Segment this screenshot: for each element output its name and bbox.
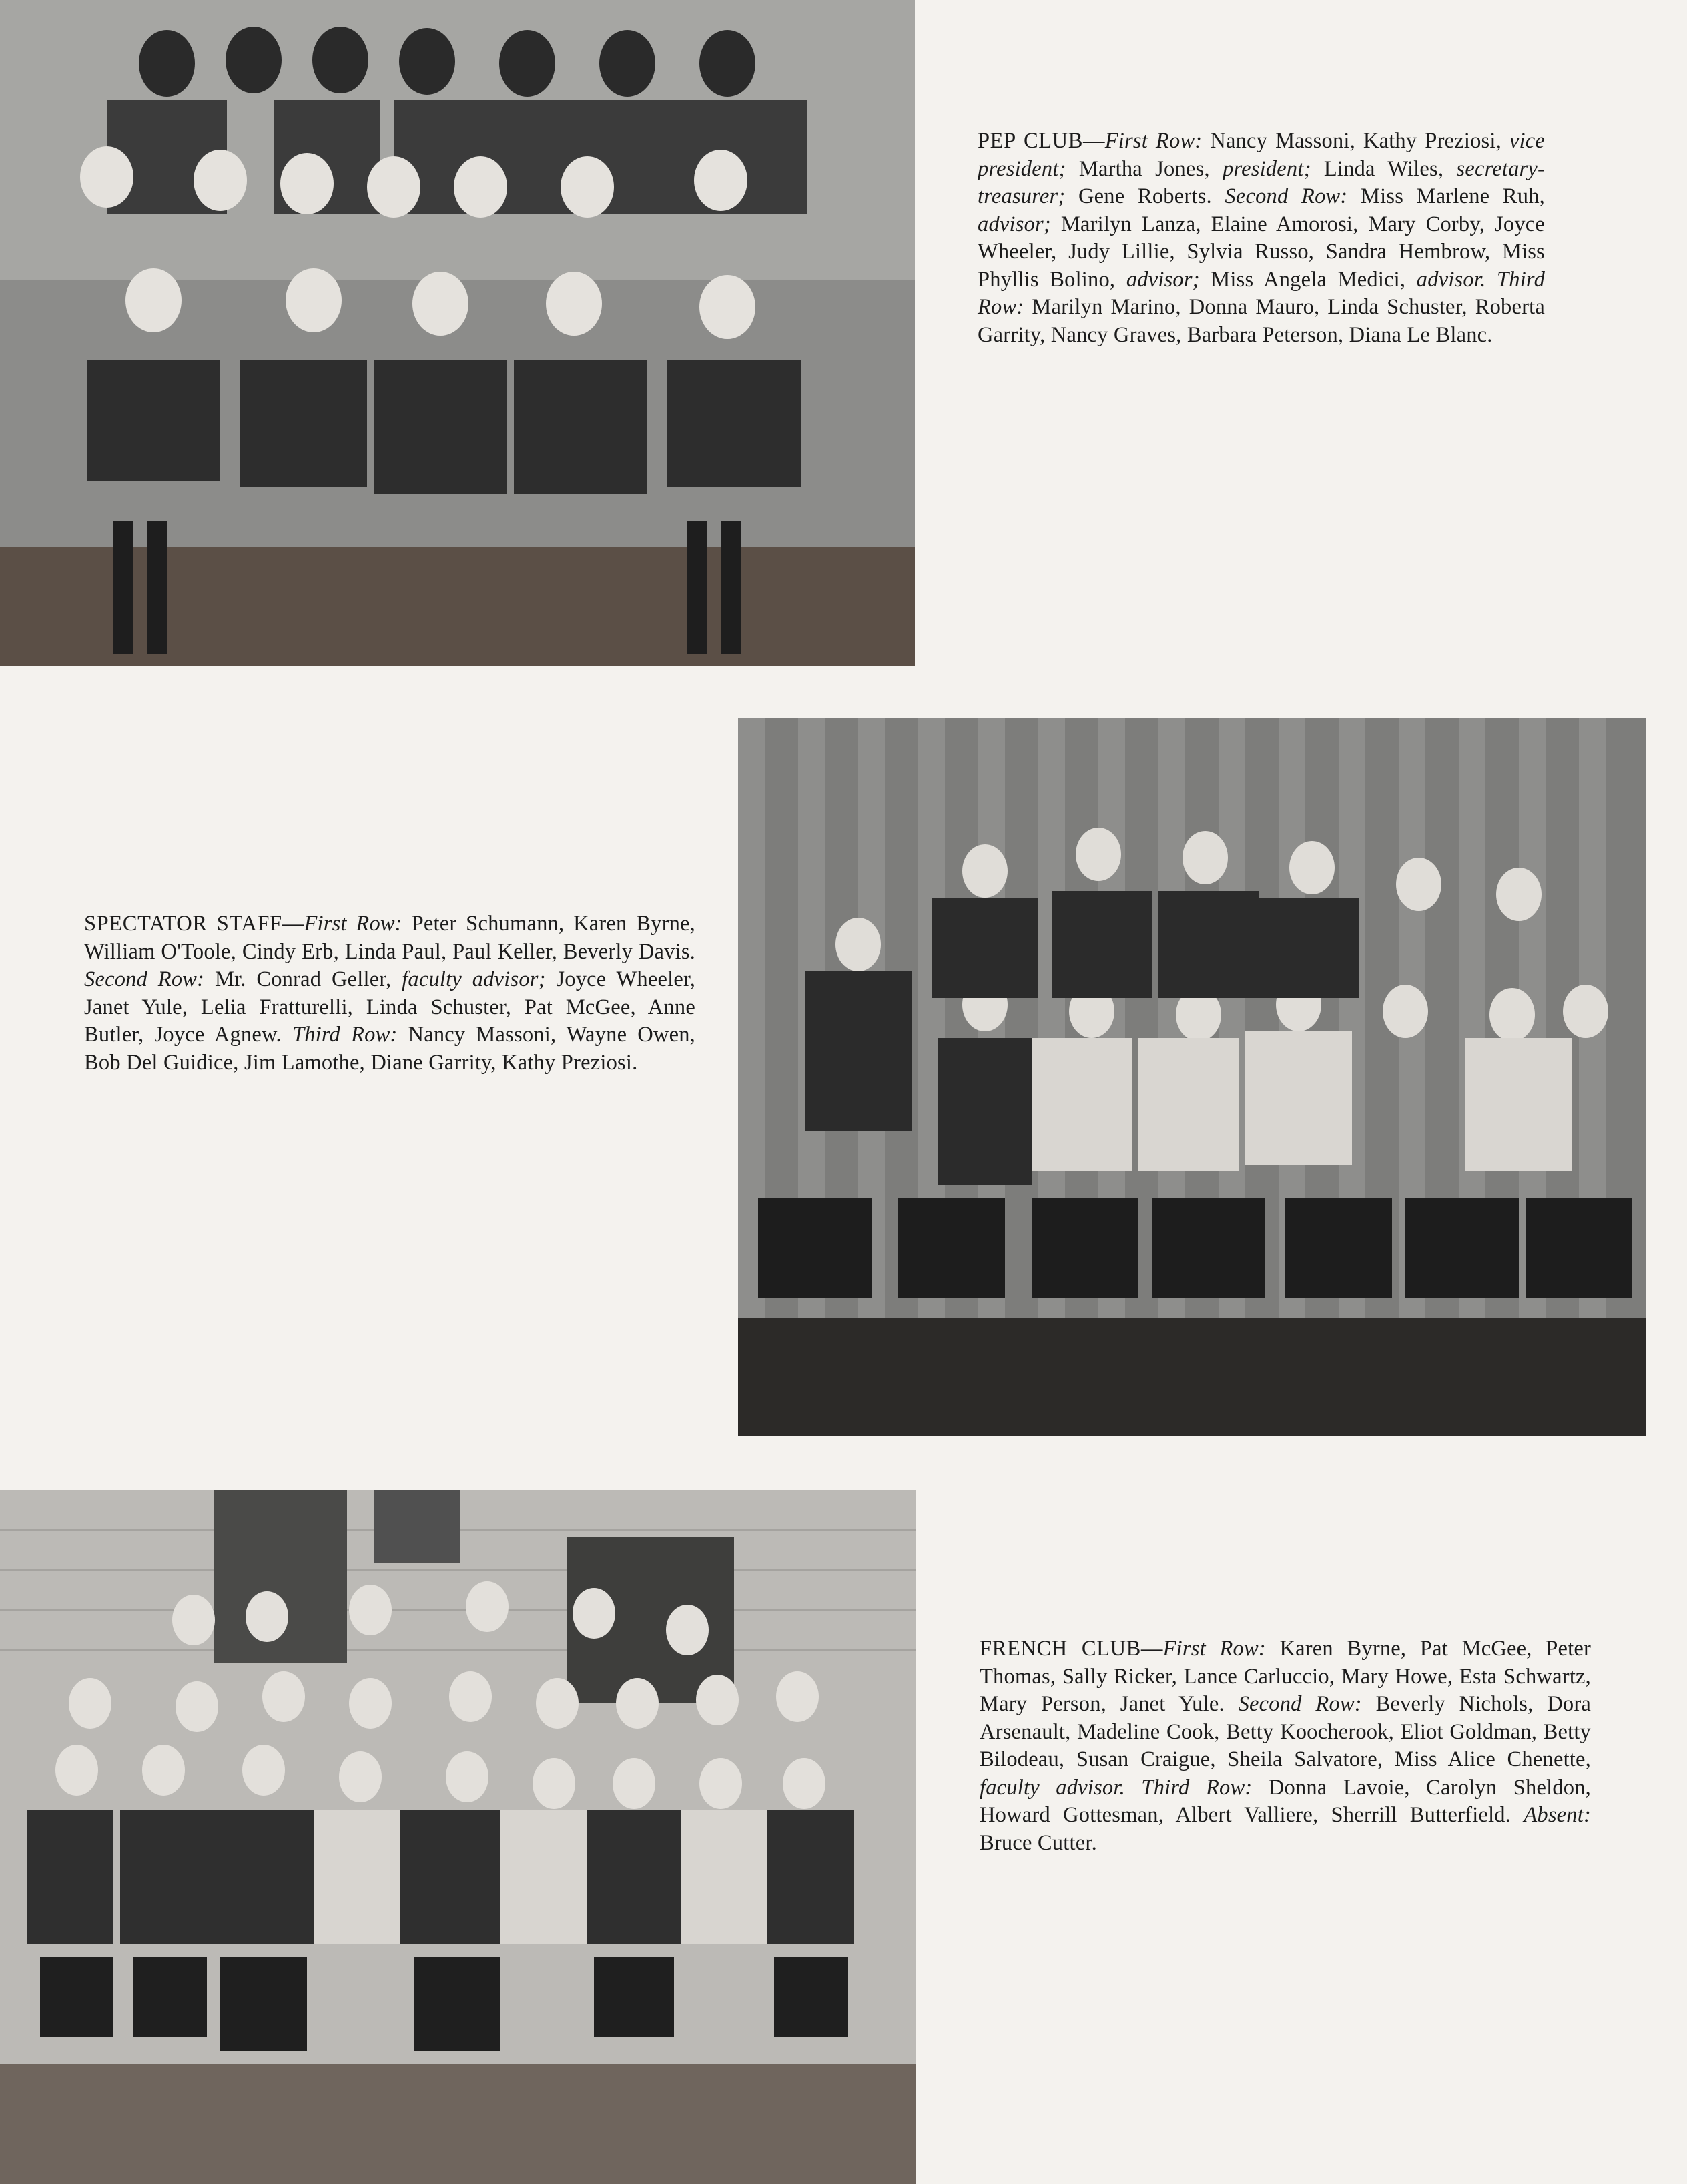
french-club-photo-art xyxy=(0,1490,916,2184)
french-faculty-advisor-title: faculty advisor. xyxy=(980,1775,1125,1800)
french-separator: — xyxy=(1140,1637,1163,1661)
french-third-row-label: Third Row: xyxy=(1141,1775,1253,1800)
pep-first-row-a: Nancy Massoni, Kathy Preziosi, xyxy=(1210,129,1501,153)
french-first-row: Karen Byrne, Pat McGee, Peter Thomas, Sally Ricker, Lance Carluccio, Mary Howe, Esta Schwartz, Mary Person, Janet Yule. xyxy=(980,1637,1591,1716)
spectator-staff-caption-text xyxy=(84,910,695,1077)
pep-first-row-d: Gene Roberts. xyxy=(1078,184,1212,208)
french-first-row-label: First Row: xyxy=(1162,1637,1266,1661)
spectator-first-row: Peter Schumann, Karen Byrne, William O'Toole, Cindy Erb, Linda Paul, Paul Keller, Beverly Davis. xyxy=(84,912,695,964)
spectator-third-row-label: Third Row: xyxy=(292,1023,398,1047)
pep-advisor-title-2: advisor; xyxy=(1126,267,1200,292)
pep-second-row-c: Miss Angela Medici, xyxy=(1211,267,1406,292)
spectator-staff-photo-art xyxy=(738,718,1646,1436)
french-club-caption-text xyxy=(980,1635,1591,1857)
pep-advisor-title-3: advisor. xyxy=(1416,267,1486,292)
spectator-second-row-label: Second Row: xyxy=(84,967,205,991)
pep-club-title: PEP CLUB xyxy=(978,129,1084,153)
pep-first-row-label: First Row: xyxy=(1104,129,1203,153)
spectator-separator: — xyxy=(282,912,304,936)
pep-second-row-a: Miss Marlene Ruh, xyxy=(1361,184,1545,208)
spectator-staff-caption xyxy=(84,910,695,1077)
french-club-title: FRENCH CLUB xyxy=(980,1637,1141,1661)
french-third-row: Donna Lavoie, Carolyn Sheldon, Howard Gottesman, Albert Valliere, Sherrill Butterfield. xyxy=(980,1775,1591,1827)
french-club-caption xyxy=(980,1635,1591,1857)
french-second-row-a: Beverly Nichols, Dora Arsenault, Madeline Cook, Betty Koocherook, Eliot Goldman, Betty Bilodeau, Susan Craigue, Sheila Salvatore, Miss Alice Chenette, xyxy=(980,1692,1592,1771)
pep-secretary-treasurer-title: secretary-treasurer; xyxy=(978,156,1546,208)
spectator-faculty-advisor-title: faculty advisor; xyxy=(402,967,546,991)
pep-club-group-photo xyxy=(0,0,915,666)
pep-vice-president-title: vice president; xyxy=(978,129,1546,181)
pep-second-row-b: Marilyn Lanza, Elaine Amorosi, Mary Corby, Joyce Wheeler, Judy Lillie, Sylvia Russo, Sandra Hembrow, Miss Phyllis Bolino, xyxy=(978,212,1546,292)
pep-advisor-title-1: advisor; xyxy=(978,212,1051,236)
french-absent: Bruce Cutter. xyxy=(980,1830,1097,1855)
spectator-second-row-a: Mr. Conrad Geller, xyxy=(214,967,392,991)
spectator-staff-group-photo xyxy=(738,718,1646,1436)
pep-club-photo-art xyxy=(0,0,915,666)
french-club-group-photo xyxy=(0,1490,916,2184)
pep-club-caption xyxy=(978,127,1545,349)
pep-club-caption-text xyxy=(978,127,1545,349)
spectator-second-row-b: Joyce Wheeler, Janet Yule, Lelia Fratturelli, Linda Schuster, Pat McGee, Anne Butler, Joyce Agnew. xyxy=(84,967,696,1047)
pep-second-row-label: Second Row: xyxy=(1225,184,1348,208)
pep-first-row-c: Linda Wiles, xyxy=(1323,156,1444,181)
pep-first-row-b: Martha Jones, xyxy=(1078,156,1210,181)
spectator-staff-title: SPECTATOR STAFF xyxy=(84,912,282,936)
spectator-third-row: Nancy Massoni, Wayne Owen, Bob Del Guidice, Jim Lamothe, Diane Garrity, Kathy Preziosi. xyxy=(84,1023,696,1075)
french-second-row-label: Second Row: xyxy=(1238,1692,1362,1716)
french-absent-label: Absent: xyxy=(1524,1803,1591,1827)
pep-president-title: president; xyxy=(1223,156,1311,181)
pep-third-row-label: Third Row: xyxy=(978,267,1546,319)
pep-third-row: Marilyn Marino, Donna Mauro, Linda Schuster, Roberta Garrity, Nancy Graves, Barbara Peterson, Diana Le Blanc. xyxy=(978,295,1545,347)
pep-club-separator: — xyxy=(1083,129,1105,153)
spectator-first-row-label: First Row: xyxy=(304,912,402,936)
